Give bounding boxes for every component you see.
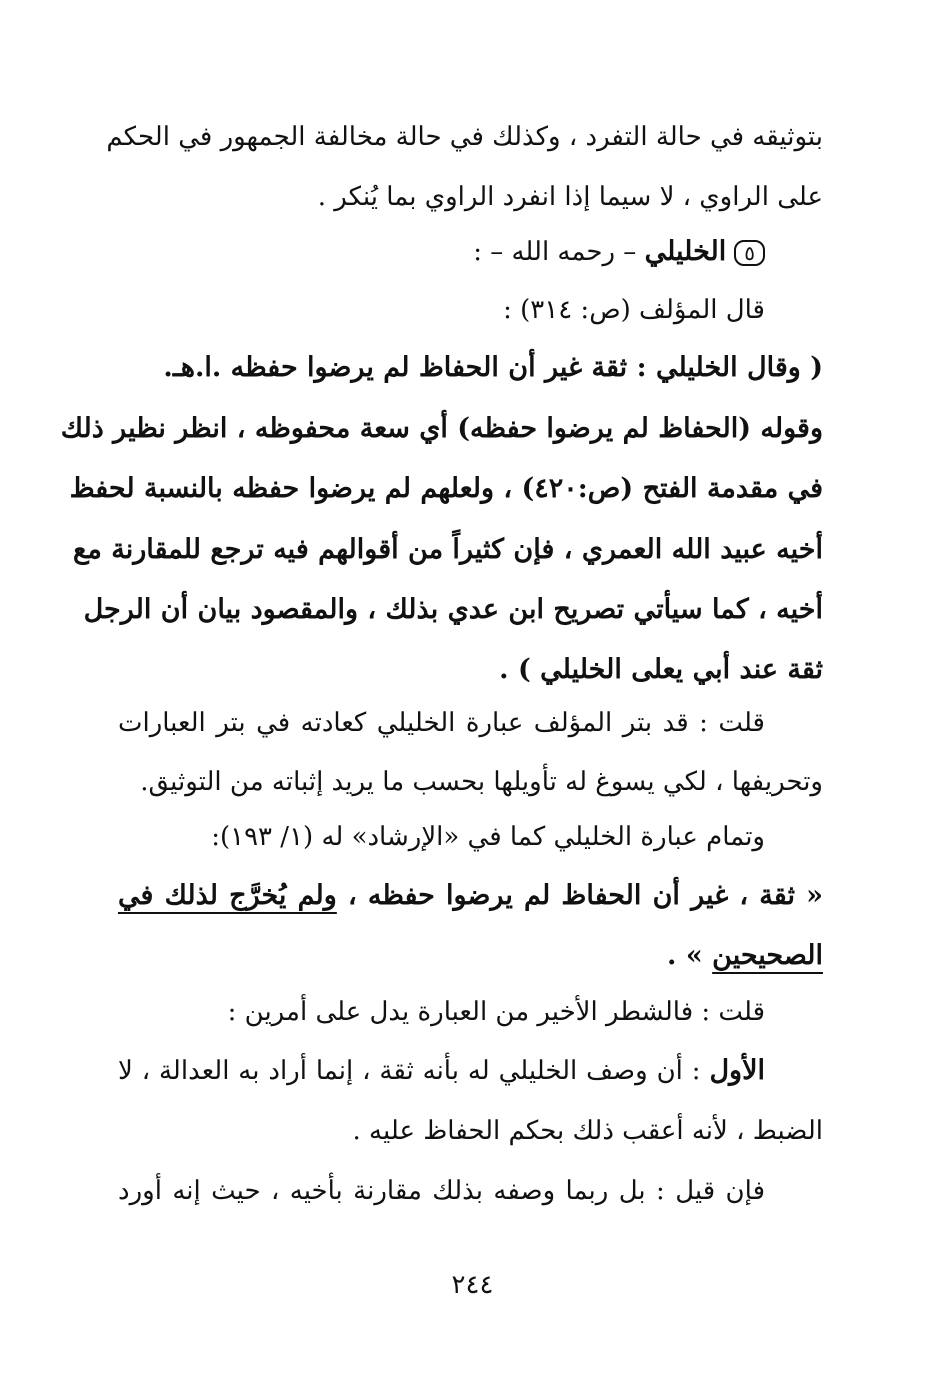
section-heading-rest: – رحمه الله – :	[473, 237, 637, 267]
text-line: بتوثيقه في حالة التفرد ، وكذلك في حالة مخالفة الجمهور في الحكم	[106, 122, 823, 152]
quoted-line: في مقدمة الفتح (ص:٤٢٠) ، ولعلهم لم يرضوا حفظه بالنسبة لحفظ	[69, 473, 823, 504]
section-heading	[118, 232, 823, 272]
text-line	[118, 1051, 823, 1091]
quoted-line: ( وقال الخليلي : ثقة غير أن الحفاظ لم يرضوا حفظه .ا.هـ.	[163, 352, 823, 383]
text-line: قلت : قد بتر المؤلف عبارة الخليلي كعادته في بتر العبارات	[118, 708, 765, 738]
quoted-line: ثقة عند أبي يعلى الخليلي ) .	[499, 654, 823, 685]
quoted-line	[118, 876, 823, 916]
text-line: قلت : فالشطر الأخير من العبارة يدل على أمرين :	[227, 997, 765, 1027]
underlined-phrase: ولم يُخرَّج لذلك في	[118, 880, 337, 911]
quote-part: « ثقة ، غير أن الحفاظ لم يرضوا حفظه ،	[348, 880, 824, 911]
text-line: الضبط ، لأنه أعقب ذلك بحكم الحفاظ عليه .	[352, 1116, 823, 1146]
underlined-phrase: الصحيحين	[712, 940, 823, 971]
quoted-line: أخيه ، كما سيأتي تصريح ابن عدي بذلك ، والمقصود بيان أن الرجل	[83, 594, 823, 625]
text-line: وتمام عبارة الخليلي كما في «الإرشاد» له (١/ ١٩٣):	[211, 822, 765, 852]
page-number: ٢٤٤	[451, 1270, 494, 1300]
first-point-label: الأول	[709, 1055, 765, 1086]
quoted-line	[118, 936, 823, 976]
quoted-line: وقوله (الحفاظ لم يرضوا حفظه) أي سعة محفوظه ، انظر نظير ذلك	[60, 413, 823, 444]
quoted-line: أخيه عبيد الله العمري ، فإن كثيراً من أقوالهم فيه ترجع للمقارنة مع	[73, 534, 823, 565]
section-name: الخليلي	[644, 236, 727, 267]
text-line: قال المؤلف (ص: ٣١٤) :	[503, 295, 765, 325]
first-point-text: : أن وصف الخليلي له بأنه ثقة ، إنما أراد به العدالة ، لا	[118, 1056, 701, 1086]
text-line: وتحريفها ، لكي يسوغ له تأويلها بحسب ما يريد إثباته من التوثيق.	[140, 767, 823, 797]
text-line: فإن قيل : بل ربما وصفه بذلك مقارنة بأخيه ، حيث إنه أورد	[118, 1176, 765, 1206]
section-number-badge: ٥	[734, 240, 765, 266]
quote-close: » .	[667, 940, 703, 971]
text-line: على الراوي ، لا سيما إذا انفرد الراوي بما يُنكر .	[317, 182, 823, 212]
